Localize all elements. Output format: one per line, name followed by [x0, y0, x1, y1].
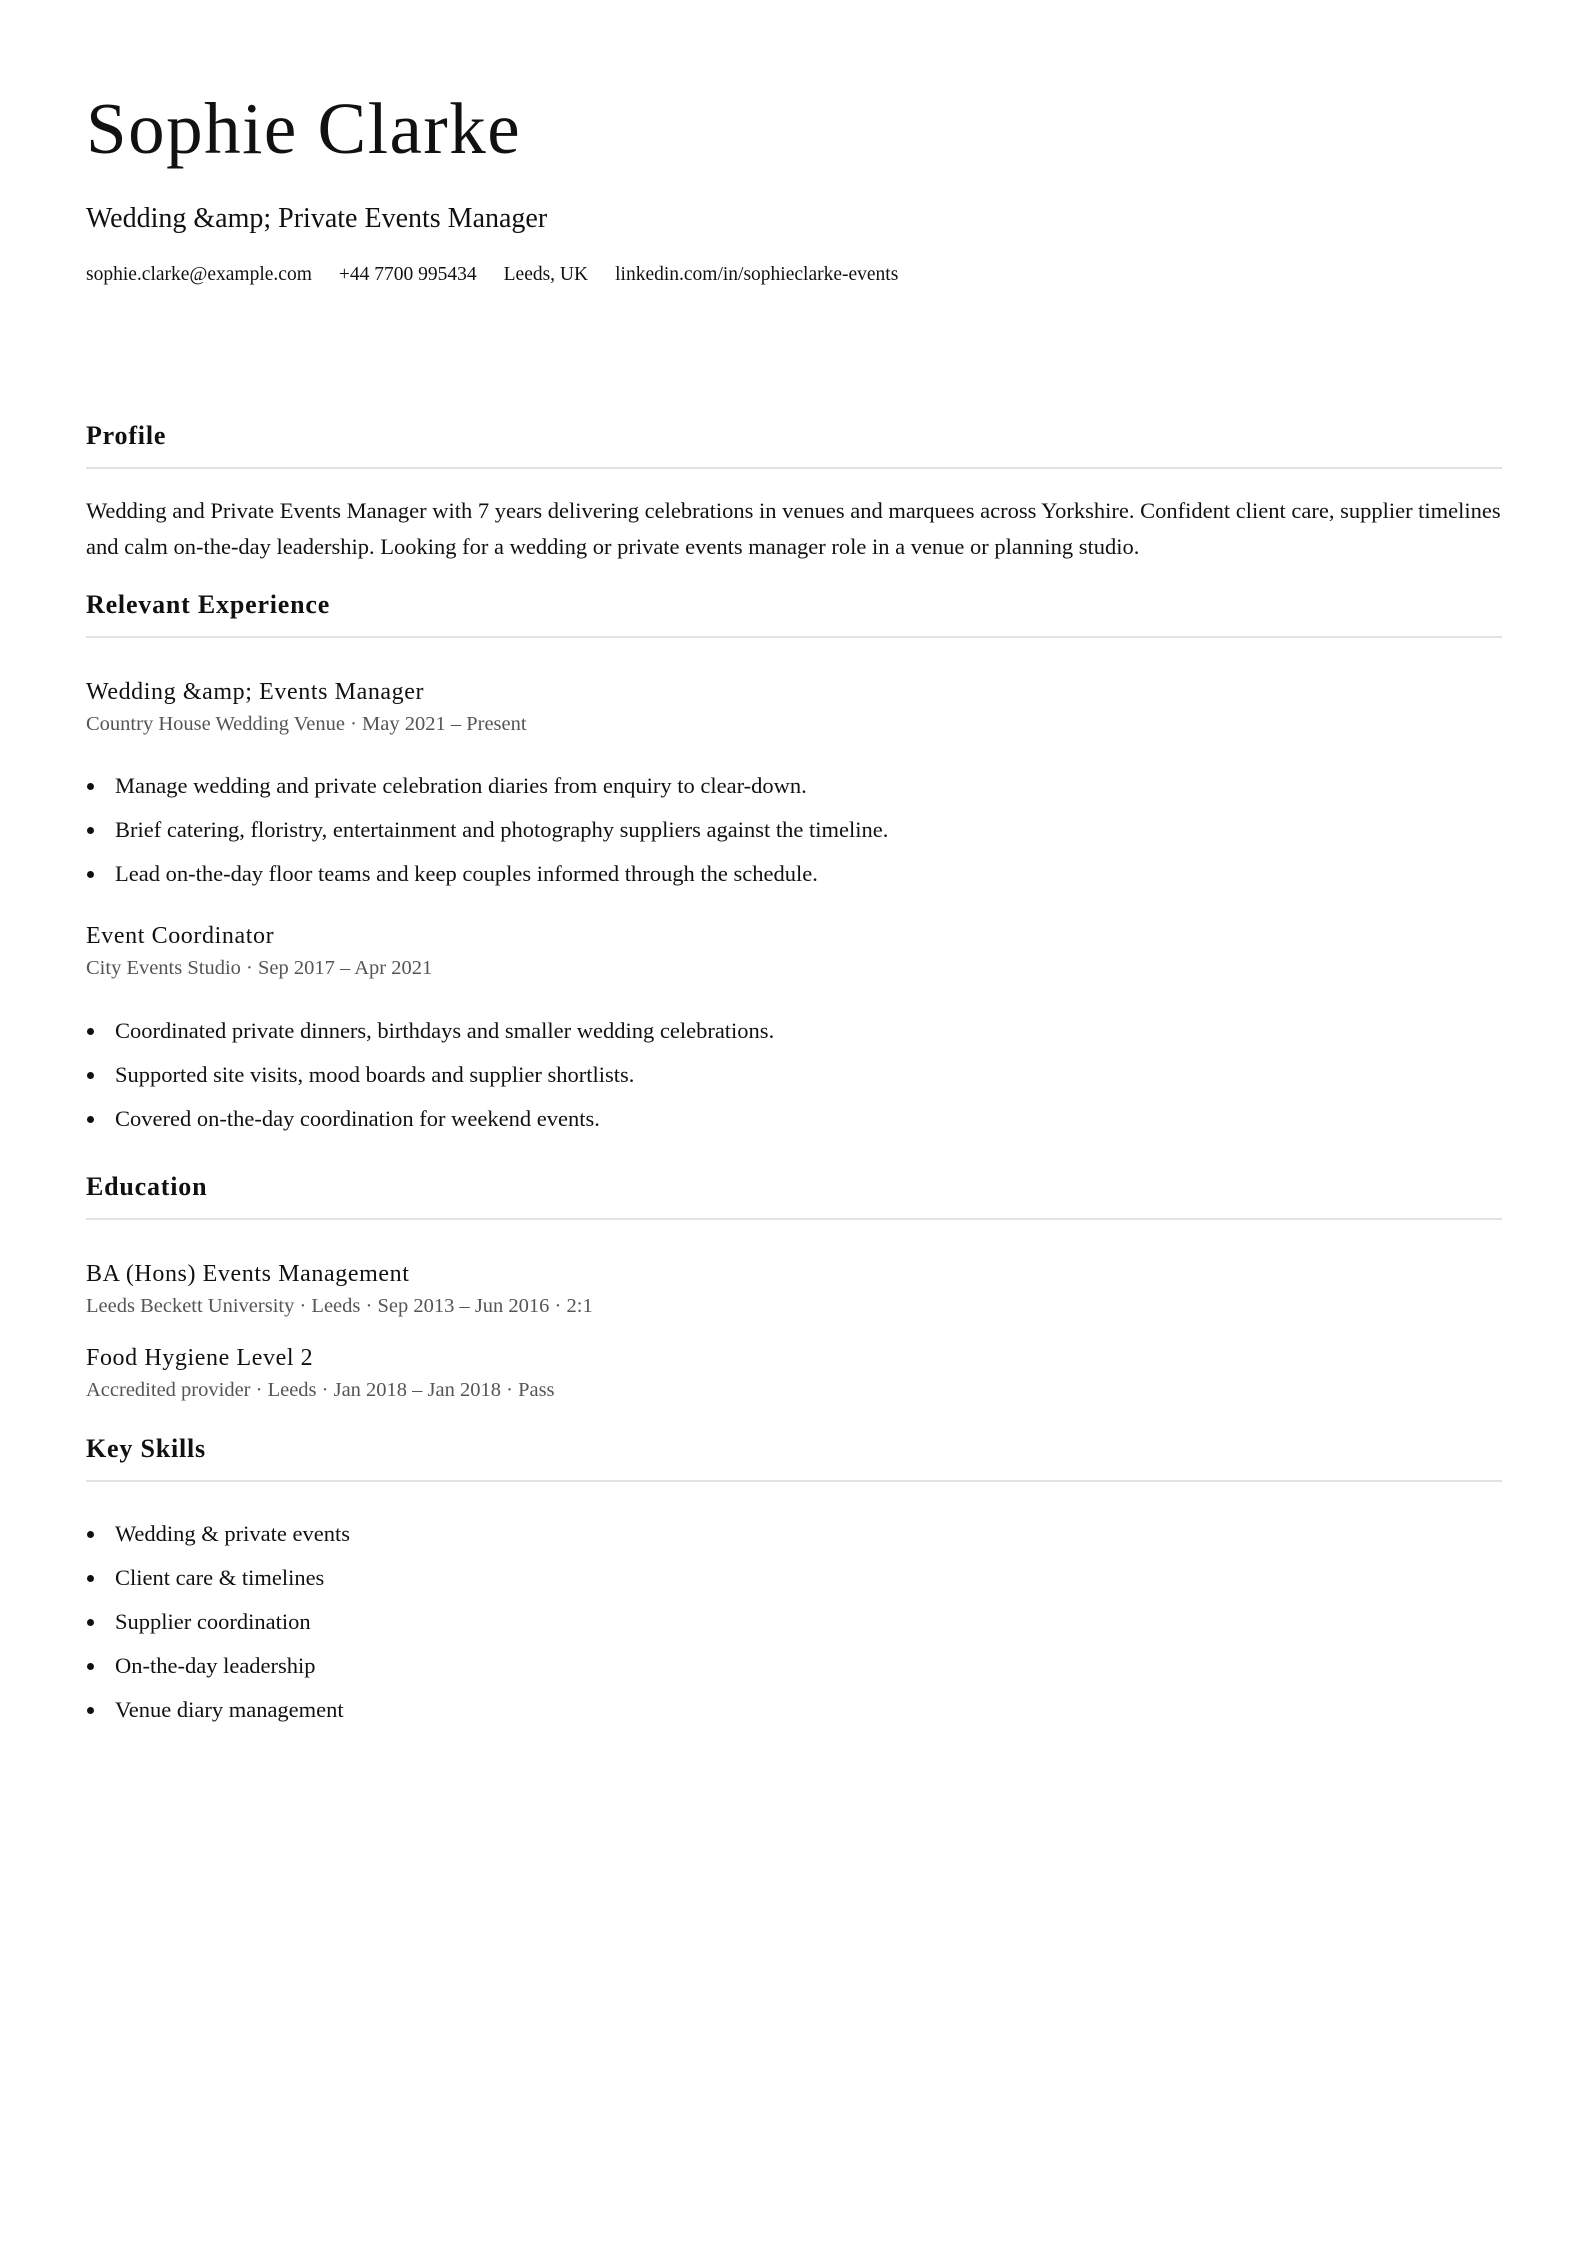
skill-item: Venue diary management: [86, 1688, 1502, 1732]
job-title: Event Coordinator: [86, 923, 275, 950]
education-meta: Leeds Beckett University · Leeds · Sep 2013 – Jun 2016 · 2:1: [86, 1294, 593, 1317]
contact-email: sophie.clarke@example.com: [86, 263, 312, 285]
skill-item: On-the-day leadership: [86, 1644, 1502, 1688]
contact-location: Leeds, UK: [503, 263, 589, 285]
job-bullet: Brief catering, floristry, entertainment and photography suppliers against the timeline.: [86, 808, 1502, 852]
education-meta: Accredited provider · Leeds · Jan 2018 – Jan 2018 · Pass: [86, 1379, 555, 1402]
job-bullet: Coordinated private dinners, birthdays and smaller wedding celebrations.: [86, 1009, 1502, 1053]
section-title-education: Education: [86, 1171, 208, 1201]
contact-phone: +44 7700 995434: [338, 263, 477, 285]
candidate-name: Sophie Clarke: [86, 88, 522, 169]
skill-item: Supplier coordination: [86, 1600, 1502, 1644]
job-bullet: Lead on-the-day floor teams and keep couples informed through the schedule.: [86, 852, 1502, 896]
section-divider: [86, 467, 1502, 469]
job-entry: [86, 922, 1502, 1140]
section-divider: [86, 1480, 1502, 1482]
candidate-headline: Wedding &amp; Private Events Manager: [86, 203, 548, 234]
profile-section: [86, 420, 1502, 565]
job-bullet: Supported site visits, mood boards and supplier shortlists.: [86, 1053, 1502, 1097]
job-entry: [86, 678, 1502, 896]
job-bullets: [86, 1009, 1502, 1141]
job-title: Wedding &amp; Events Manager: [86, 678, 425, 705]
education-title: Food Hygiene Level 2: [86, 1345, 314, 1372]
resume-header: [86, 88, 1502, 286]
section-title-experience: Relevant Experience: [86, 589, 331, 619]
job-bullet: Covered on-the-day coordination for weekend events.: [86, 1097, 1502, 1141]
education-section: [86, 1171, 1502, 1403]
contact-line: [86, 264, 1502, 286]
skill-item: Wedding & private events: [86, 1512, 1502, 1556]
skill-item: Client care & timelines: [86, 1556, 1502, 1600]
job-meta: Country House Wedding Venue · May 2021 – Present: [86, 712, 527, 735]
experience-section: [86, 589, 1502, 1141]
education-title: BA (Hons) Events Management: [86, 1260, 410, 1287]
contact-linkedin: linkedin.com/in/sophieclarke-events: [615, 263, 899, 285]
skills-section: [86, 1433, 1502, 1732]
skills-list: [86, 1512, 1502, 1732]
section-title-skills: Key Skills: [86, 1433, 206, 1463]
education-entry: [86, 1260, 1502, 1318]
job-bullet: Manage wedding and private celebration diaries from enquiry to clear-down.: [86, 764, 1502, 808]
section-divider: [86, 1218, 1502, 1220]
job-meta: City Events Studio · Sep 2017 – Apr 2021: [86, 957, 433, 980]
profile-summary: Wedding and Private Events Manager with 7 years delivering celebrations in venues and marquees across Yorkshire. Confident client care, supplier timelines and calm on-the-day leadership. Looking for a wedding or private events manager role in a venue or planning studio.: [86, 497, 1501, 559]
section-title-profile: Profile: [86, 420, 167, 450]
education-entry: [86, 1344, 1502, 1402]
section-divider: [86, 636, 1502, 638]
job-bullets: [86, 764, 1502, 896]
